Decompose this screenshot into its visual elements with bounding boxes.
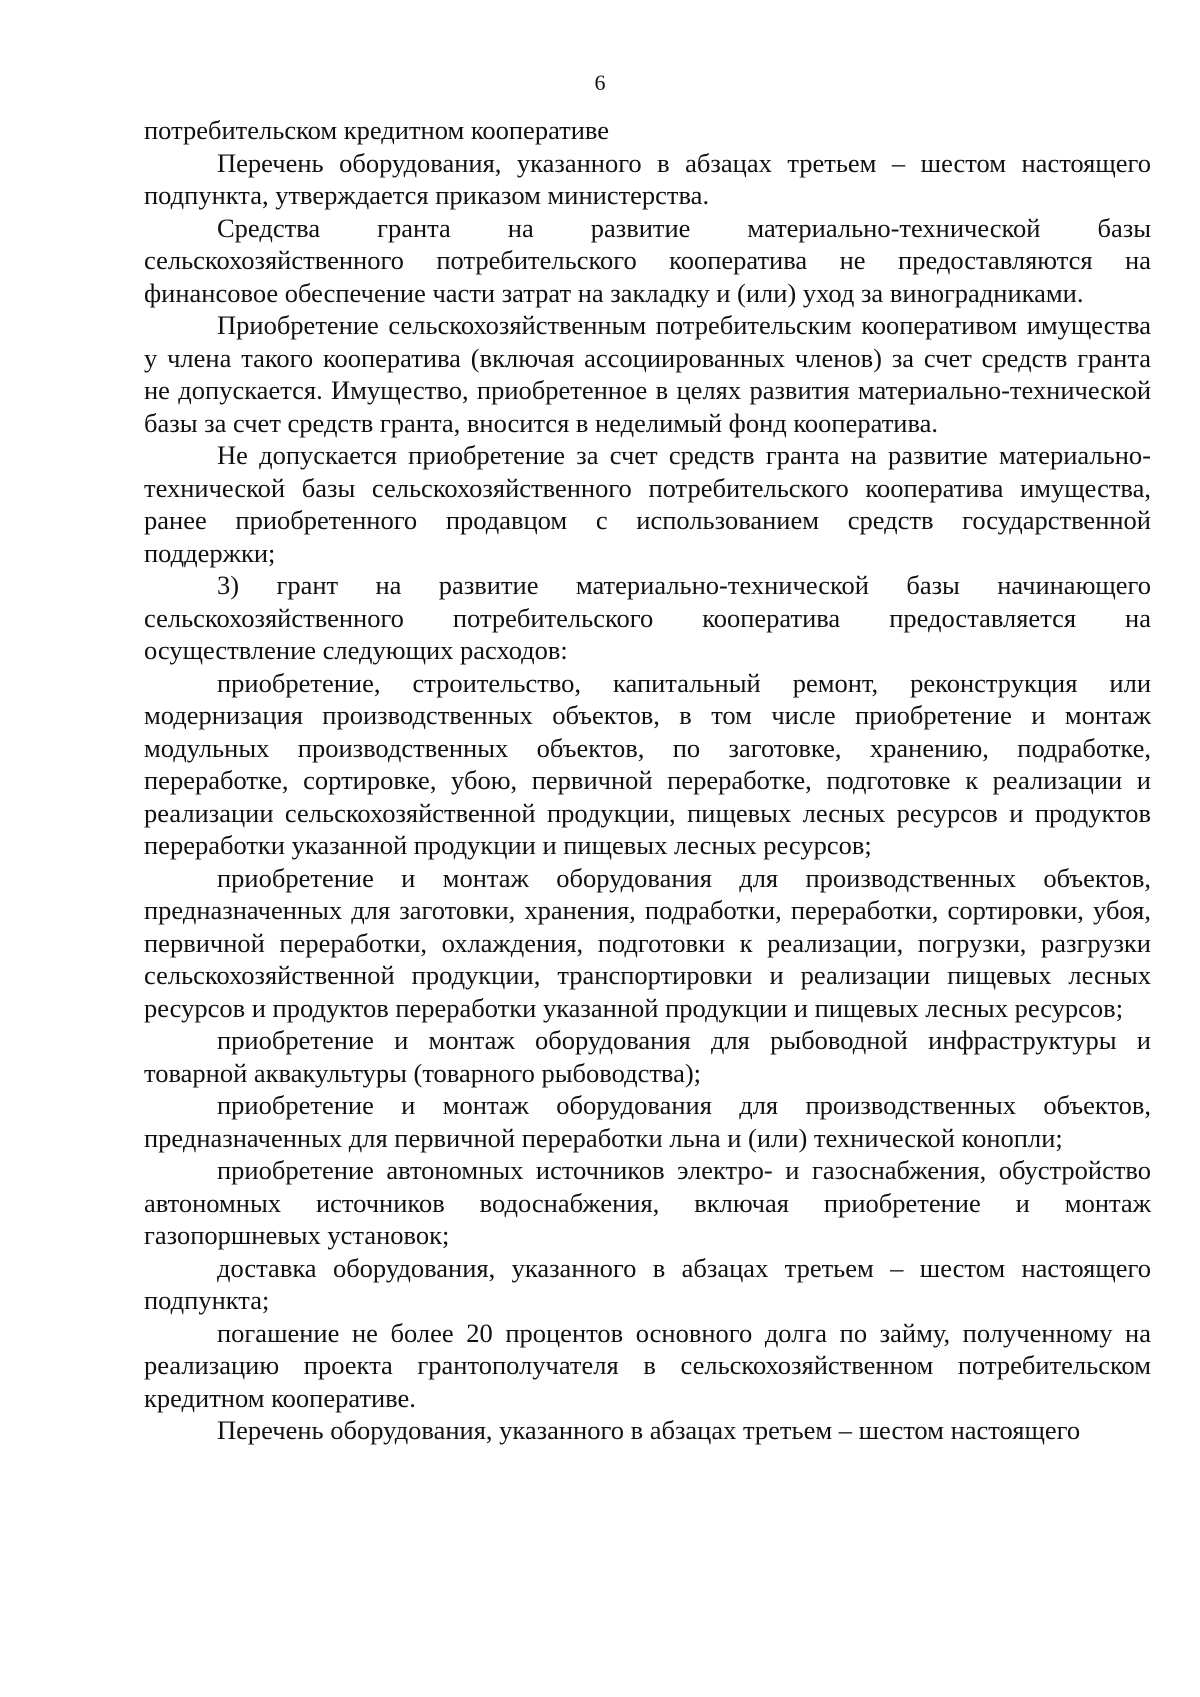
paragraph: Перечень оборудования, указанного в абзацах третьем – шестом настоящего [217, 1415, 1081, 1445]
paragraph: Перечень оборудования, указанного в абзацах третьем – шестом настоящего подпункта, утверждается приказом министерства. [144, 147, 1151, 210]
paragraph: приобретение автономных источников электро- и газоснабжения, обустройство автономных источников водоснабжения, включая приобретение и монтаж газопоршневых установок; [144, 1155, 1151, 1250]
paragraph: потребительском кредитном кооперативе [144, 115, 610, 145]
paragraph: приобретение и монтаж оборудования для производственных объектов, предназначенных для первичной переработки льна и (или) технической конопли; [144, 1090, 1151, 1153]
paragraph: Приобретение сельскохозяйственным потребительским кооперативом имущества у члена такого кооператива (включая ассоциированных членов) за счет средств гранта не допускается. Имущество, приобретенное в целях развития материально-технической базы за счет средств гранта, вносится в неделимый фонд кооператива. [144, 310, 1151, 438]
paragraph: Средства гранта на развитие материально-технической базы сельскохозяйственного потребительского кооператива не предоставляются на финансовое обеспечение части затрат на закладку и (или) уход за виноградниками. [144, 212, 1151, 308]
paragraph: доставка оборудования, указанного в абзацах третьем – шестом настоящего подпункта; [144, 1252, 1151, 1315]
paragraph: 3) грант на развитие материально-технической базы начинающего сельскохозяйственного потребительского кооператива предоставляется на осуществление следующих расходов: [144, 570, 1151, 665]
page-number: 6 [594, 70, 606, 95]
paragraph: приобретение и монтаж оборудования для рыбоводной инфраструктуры и товарной аквакультуры (товарного рыбоводства); [144, 1025, 1151, 1088]
paragraph: приобретение, строительство, капитальный ремонт, реконструкция или модернизация производственных объектов, в том числе приобретение и монтаж модульных производственных объектов, по заготовке, хранению, подработке, переработке, сортировке, убою, первичной переработке, подготовке к реализации и реализации сельскохозяйственной продукции, пищевых лесных ресурсов и продуктов переработки указанной продукции и пищевых лесных ресурсов; [144, 667, 1151, 860]
document-body [144, 114, 1151, 1447]
paragraph: Не допускается приобретение за счет средств гранта на развитие материально-технической базы сельскохозяйственного потребительского кооператива имущества, ранее приобретенного продавцом с использованием средств государственной поддержки; [144, 440, 1151, 568]
paragraph: приобретение и монтаж оборудования для производственных объектов, предназначенных для заготовки, хранения, подработки, переработки, сортировки, убоя, первичной переработки, охлаждения, подготовки к реализации, погрузки, разгрузки сельскохозяйственной продукции, транспортировки и реализации пищевых лесных ресурсов и продуктов переработки указанной продукции и пищевых лесных ресурсов; [144, 862, 1151, 1023]
paragraph: погашение не более 20 процентов основного долга по займу, полученному на реализацию проекта грантополучателя в сельскохозяйственном потребительском кредитном кооперативе. [144, 1317, 1151, 1413]
